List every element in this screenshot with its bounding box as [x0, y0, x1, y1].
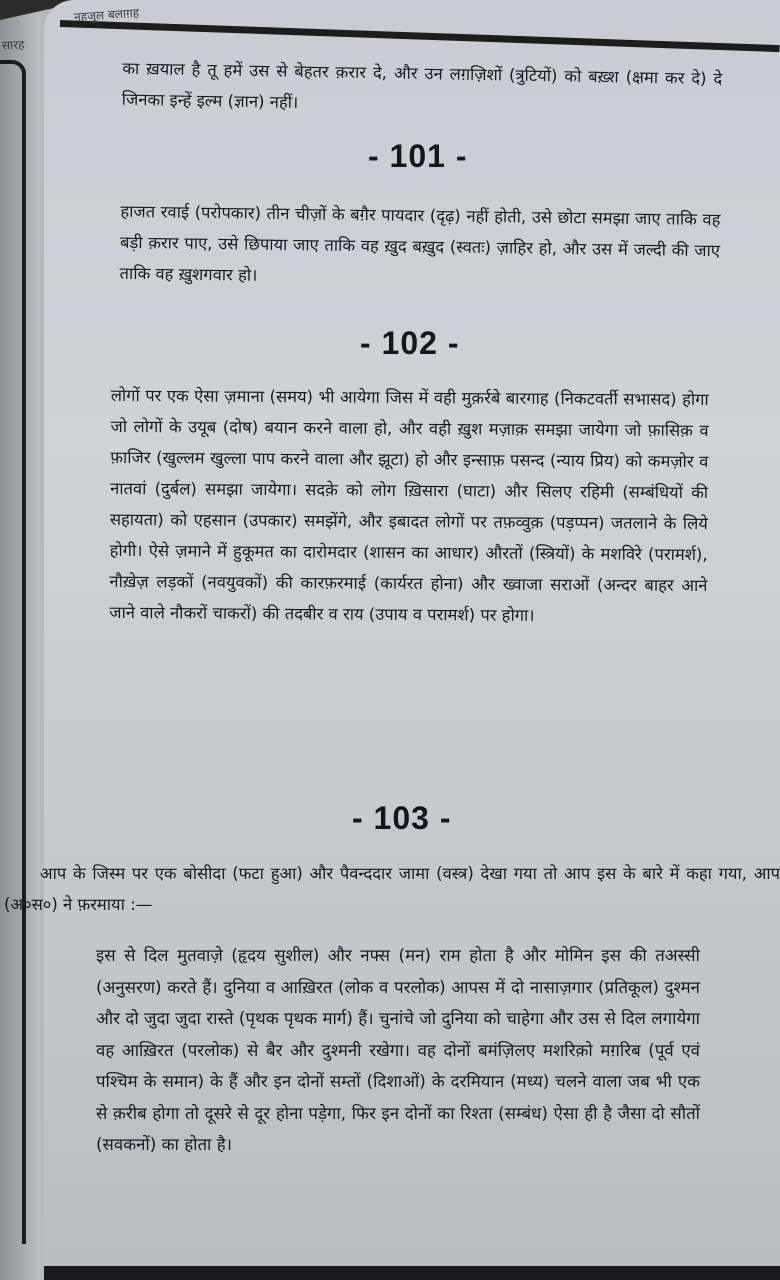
saying-number-101: - 101 - — [368, 138, 468, 174]
saying-number-102: - 102 - — [360, 325, 460, 361]
running-header: नहजुल बलाग़ह — [73, 5, 140, 25]
saying-102-text: लोगों पर एक ऐसा ज़माना (समय) भी आयेगा जिस में वही मुक़र्रबे बारगाह (निकटवर्ती सभासद) होगा जो लोगों के उयूब (दोष) बयान करने वाला हो, और वही ख़ुश मज़ाक़ समझा जायेगा जो फ़ासिक़ व फ़ाजिर (खुल्लम खुल्ला पाप करने वाला और झूटा) हो और इन्साफ़ पसन्द (न्याय प्रिय) को कमज़ोर व नातवां (दुर्बल) समझा जायेगा। सदक़े को लोग ख़िसारा (घाटा) और सिलए रहिमी (सम्बंधियों की सहायता) को एहसान (उपकार) समझेंगे, और इबादत लोगों पर तफ़व्वुक़ (पड़प्पन) जतलाने के लिये होगी। ऐसे ज़माने में हुकूमत का दारोमदार (शासन का आधार) औरतों (स्त्रियों) के मशविरे (परामर्श), नौख़ेज़ लड़कों (नवयुवकों) की कारफ़रमाई (कार्यरत होना) और ख्वाजा सराओं (अन्दर बाहर आने जाने वाले नौकरों चाकरों) की तदबीर व राय (उपाय व परामर्श) पर होगा। — [109, 385, 709, 625]
underlying-page-header: सारह — [1, 37, 25, 53]
saying-103-intro: आप के जिस्म पर एक बोसीदा (फटा हुआ) और पैवन्ददार जामा (वस्त्र) देखा गया तो आप इस के बारे में कहा गया, आप (अ०स०) ने फ़रमाया :— — [4, 864, 780, 914]
saying-101-text: हाजत रवाई (परोपकार) तीन चीज़ों के बग़ैर पायदार (दृढ़) नहीं होती, उसे छोटा समझा जाए ताकि वह बड़ी क़रार पाए, उसे छिपाया जाए ताकि वह ख़ुद बख़ुद (स्वतः) ज़ाहिर हो, और उस में जल्दी की जाए ताकि वह ख़ुशगवार हो। — [119, 201, 721, 285]
saying-103-quote: इस से दिल मुतवाज़े (हृदय सुशील) और नफ्स (मन) राम होता है और मोमिन इस की तअस्सी (अनुसरण) करते हैं। दुनिया व आख़िरत (लोक व परलोक) आपस में दो नासाज़गार (प्रतिकूल) दुश्मन और दो जुदा जुदा रास्ते (पृथक पृथक मार्ग) हैं। चुनांचे जो दुनिया को चाहेगा और उस से दिल लगायेगा वह आख़िरत (परलोक) से बैर और दुश्मनी रखेगा। वह दोनों बमंज़िलए मशरिक़ो मग़रिब (पूर्व एवं पश्चिम के समान) के हैं और इन दोनों सम्तों (दिशाओं) के दरमियान (मध्य) चलने वाला जब भी एक से क़रीब होगा तो दूसरे से दूर होना पड़ेगा, फिर इन दोनों का रिश्ता (सम्बंध) ऐसा ही है जैसा दो सौतों (सवकनों) का होता है। — [96, 945, 700, 1154]
intro-paragraph: का ख़याल है तू हमें उस से बेहतर क़रार दे, और उन लग़ज़िशों (त्रुटियों) को बख़्श (क्षमा कर दे) दे जिनका इन्हें इल्म (ज्ञान) नहीं। — [121, 58, 723, 112]
saying-number-103: - 103 - — [352, 800, 452, 836]
